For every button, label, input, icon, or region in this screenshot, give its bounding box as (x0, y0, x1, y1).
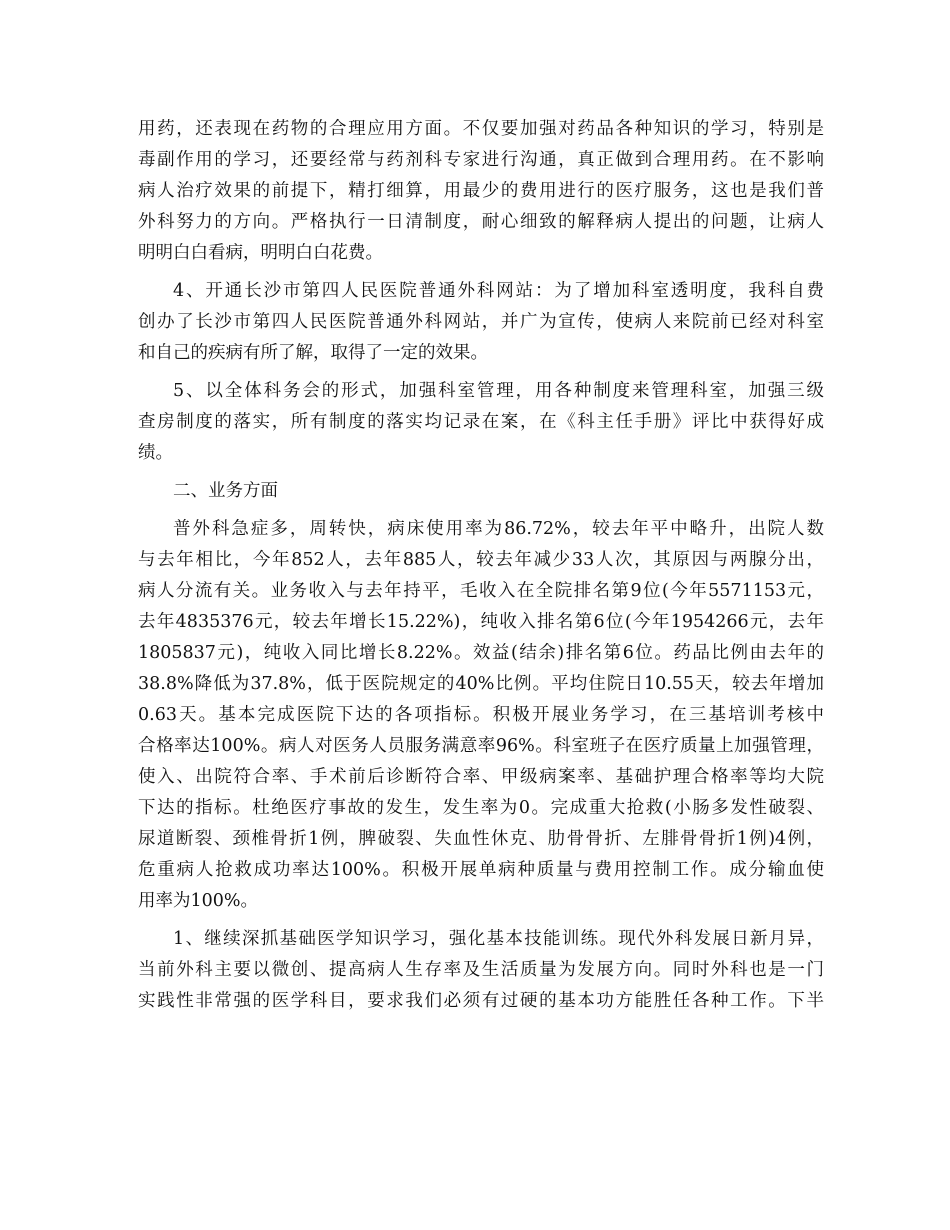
text-line: 查房制度的落实，所有制度的落实均记录在案，在《科主任手册》评比中获得好成 (138, 412, 824, 432)
paragraph-business-statistics (138, 514, 824, 917)
text-line: 1、继续深抓基础医学知识学习，强化基本技能训练。现代外科发展日新月异， (173, 929, 824, 949)
text-line: 当前外科主要以微创、提高病人生存率及生活质量为发展方向。同时外科也是一门 (138, 960, 824, 980)
text-line: 38.8%降低为37.8%，低于医院规定的40%比例。平均住院日10.55天，较去年增加 (138, 674, 824, 694)
text-line: 使入、出院符合率、手术前后诊断符合率、甲级病案率、基础护理合格率等均大院 (138, 767, 824, 787)
text-line: 用药，还表现在药物的合理应用方面。不仅要加强对药品各种知识的学习，特别是 (138, 119, 824, 139)
text-line: 绩。 (138, 443, 173, 463)
text-line: 下达的指标。杜绝医疗事故的发生，发生率为0。完成重大抢救(小肠多发性破裂、 (138, 798, 824, 818)
paragraph-rational-drug-use (138, 114, 824, 269)
text-line: 创办了长沙市第四人民医院普通外科网站，并广为宣传，使病人来院前已经对科室 (138, 312, 824, 332)
text-line: 毒副作用的学习，还要经常与药剂科专家进行沟通，真正做到合理用药。在不影响 (138, 150, 824, 170)
text-line: 5、以全体科务会的形式，加强科室管理，用各种制度来管理科室，加强三级 (173, 381, 824, 401)
text-line: 0.63天。基本完成医院下达的各项指标。积极开展业务学习，在三基培训考核中 (138, 705, 824, 725)
section-heading: 二、业务方面 (173, 481, 278, 501)
text-line: 明明白白看病，明明白白花费。 (138, 243, 383, 263)
text-line: 1805837元)，纯收入同比增长8.22%。效益(结余)排名第6位。药品比例由去年的 (138, 643, 824, 663)
text-line: 去年4835376元，较去年增长15.22%)，纯收入排名第6位(今年1954266元，去年 (138, 612, 824, 632)
text-line: 用率为100%。 (138, 891, 259, 911)
text-line: 与去年相比，今年852人，去年885人，较去年减少33人次，其原因与两腺分出， (138, 550, 824, 570)
paragraph-website (138, 276, 824, 369)
text-line: 外科努力的方向。严格执行一日清制度，耐心细致的解释病人提出的问题，让病人 (138, 212, 824, 232)
text-line: 实践性非常强的医学科目，要求我们必须有过硬的基本功方能胜任各种工作。下半 (138, 991, 824, 1011)
text-line: 和自己的疾病有所了解，取得了一定的效果。 (138, 343, 488, 363)
text-line: 尿道断裂、颈椎骨折1例，脾破裂、失血性休克、肋骨骨折、左腓骨骨折1例)4例， (138, 829, 824, 849)
document-page (138, 114, 824, 1017)
paragraph-basic-skills (138, 924, 824, 1017)
text-line: 危重病人抢救成功率达100%。积极开展单病种质量与费用控制工作。成分输血使 (138, 860, 824, 880)
text-line: 普外科急症多，周转快，病床使用率为86.72%，较去年平中略升，出院人数 (173, 519, 824, 539)
text-line: 合格率达100%。病人对医务人员服务满意率96%。科室班子在医疗质量上加强管理， (138, 736, 824, 756)
section-heading-business (138, 476, 824, 507)
text-line: 病人治疗效果的前提下，精打细算，用最少的费用进行的医疗服务，这也是我们普 (138, 181, 824, 201)
paragraph-department-management (138, 376, 824, 469)
text-line: 病人分流有关。业务收入与去年持平，毛收入在全院排名第9位(今年5571153元， (138, 581, 824, 601)
text-line: 4、开通长沙市第四人民医院普通外科网站：为了增加科室透明度，我科自费 (173, 281, 824, 301)
